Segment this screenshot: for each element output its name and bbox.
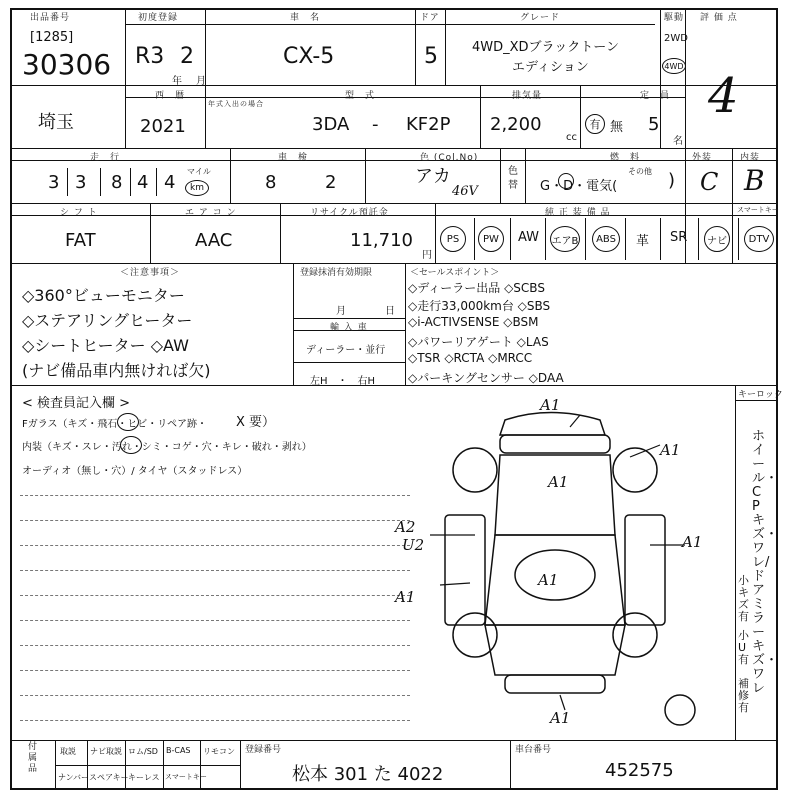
- chassis-number: 452575: [605, 760, 674, 781]
- note-item: ◇ステアリングヒーター: [22, 311, 193, 330]
- inspector-line-1-mark: X 要）: [236, 415, 276, 430]
- first-reg-label: 初度登録: [138, 13, 179, 23]
- note-item: ◇シートヒーター ◇AW: [22, 336, 189, 355]
- first-reg-month: 2: [180, 44, 194, 69]
- flying-stone-circle: [117, 413, 139, 431]
- plate-label: 登録番号: [245, 745, 282, 755]
- keylock-label: キーロック: [738, 390, 783, 400]
- model-year: 2021: [140, 116, 186, 137]
- equip-navi-circled: ナビ: [704, 226, 730, 252]
- type-code: KF2P: [406, 114, 451, 135]
- equip-aw: AW: [518, 230, 540, 245]
- trunk-outline: [485, 625, 625, 675]
- lot-code: [1285]: [30, 30, 74, 45]
- fuel-options: G・D・電気(: [540, 179, 618, 194]
- spare-wheel: [665, 695, 695, 725]
- shift-label: シ フ ト: [60, 208, 98, 218]
- inspector-line-2: 内装（キズ・スレ・汚れ・シミ・コゲ・穴・キレ・破れ・剥れ）: [22, 442, 312, 453]
- stain-circle: [120, 436, 142, 454]
- note-item: ◇360°ビューモニター: [22, 286, 185, 305]
- fuel-other-label: その他: [628, 167, 652, 176]
- color-label: 色 (Col.No): [420, 153, 479, 163]
- mileage-digit: 8: [111, 172, 123, 193]
- reg-day: 日: [385, 306, 395, 317]
- type-label: 型 式: [345, 91, 376, 101]
- recycle-value: 11,710: [350, 230, 413, 251]
- damage-mark: A1: [548, 473, 569, 491]
- type-dash: -: [372, 114, 379, 135]
- lot-number: 30306: [22, 48, 112, 81]
- sales-item: ◇TSR ◇RCTA ◇MRCC: [408, 351, 533, 365]
- year-sub-label: 年式入出の場合: [208, 100, 264, 108]
- accessory-cell: リモコン: [203, 747, 235, 756]
- color-code: 46V: [452, 184, 478, 199]
- damage-mark: A2: [395, 518, 416, 536]
- turbo-no: 無: [610, 120, 624, 135]
- mileage-digit: 3: [75, 172, 87, 193]
- reg-expiry-label: 登録抹消有効期限: [300, 268, 373, 278]
- seats-label: 定 員: [640, 91, 671, 101]
- doors-value: 5: [424, 44, 438, 69]
- equip-dtv-circled: DTV: [744, 226, 774, 252]
- grade-line-2: エディション: [512, 60, 589, 75]
- lot-no-label: 出品番号: [30, 13, 71, 23]
- drive-label: 駆動: [664, 13, 685, 23]
- accessory-cell: ナビ取説: [90, 747, 122, 756]
- inspector-label: < 検査員記入欄 >: [22, 396, 131, 411]
- location: 埼玉: [38, 112, 74, 133]
- inspection-label: 車 検: [278, 153, 309, 163]
- accessories-label: 付属品: [28, 742, 38, 774]
- import-label: 輸 入 車: [330, 323, 368, 333]
- cc-label: 排気量: [512, 91, 543, 101]
- shift-value: FAT: [65, 230, 96, 251]
- damage-mark: A1: [538, 571, 559, 589]
- grade-label: グレード: [520, 13, 561, 23]
- accessory-cell: スペアキー: [89, 773, 129, 782]
- score-value: 4: [708, 68, 739, 124]
- inspector-line-1: Fガラス（キズ・飛石・ヒビ・リペア跡・: [22, 419, 208, 430]
- wheel-rear-left: [453, 613, 497, 657]
- accessory-cell: ナンバー: [58, 773, 90, 782]
- equip-ps-circled: PS: [440, 226, 466, 252]
- mileage-digit: 4: [137, 172, 149, 193]
- fuel-close: ): [668, 170, 676, 191]
- seats-value: 5: [648, 114, 660, 135]
- accessory-cell: スマートキー: [165, 773, 207, 781]
- damage-mark: A1: [682, 533, 703, 551]
- fuel-diesel-circle: [558, 173, 574, 189]
- reg-month: 月: [336, 306, 346, 317]
- grade-line-1: 4WD_XDブラックトーン: [472, 40, 620, 55]
- model-label: 車 名: [290, 13, 321, 23]
- damage-mark: A1: [540, 396, 561, 414]
- rear-bumper-outline: [505, 675, 605, 693]
- mileage-label: 走 行: [90, 153, 121, 163]
- note-item: (ナビ備品車内無ければ欠): [22, 361, 211, 380]
- color-change-label: 色替: [508, 166, 518, 191]
- exterior-label: 外装: [692, 153, 713, 163]
- score-label: 評 価 点: [700, 13, 738, 23]
- equip-pw-circled: PW: [478, 226, 504, 252]
- damage-mark: U2: [402, 536, 425, 554]
- inspection-month: 2: [325, 172, 337, 193]
- sales-item: ◇i-ACTIVSENSE ◇BSM: [408, 315, 539, 329]
- drive-4wd-circled: 4WD: [662, 58, 686, 74]
- equip-sunroof: SR: [670, 230, 688, 245]
- mileage-unit-mile: マイル: [187, 167, 211, 176]
- turbo-yes-circled: 有: [585, 114, 605, 134]
- equip-abs-circled: ABS: [592, 226, 620, 252]
- keyless-label: スマートキー: [737, 206, 779, 214]
- side-note-dent: 小U有: [738, 629, 749, 666]
- interior-grade: B: [744, 164, 765, 197]
- mileage-digit: 3: [48, 172, 60, 193]
- import-value: ディーラー・並行: [306, 345, 386, 356]
- color-value: アカ: [415, 166, 451, 187]
- mileage-digit: 4: [164, 172, 176, 193]
- seats-unit: 名: [673, 136, 683, 147]
- side-note-wheel: ホイール・CPキズ・ワレ/ドアミラーキズ・ワレ: [752, 429, 779, 696]
- left-doors-outline: [445, 515, 485, 625]
- side-note-scratch: 小キズ有: [738, 574, 749, 623]
- hand-drive-value: 左H ・ 右H: [310, 376, 376, 387]
- accessory-cell: キーレス: [128, 773, 160, 782]
- recycle-unit: 円: [422, 250, 432, 261]
- equip-airbag-circled: エアB: [550, 226, 580, 252]
- first-reg-era: R3: [135, 44, 165, 69]
- drive-2wd: 2WD: [664, 33, 688, 44]
- year-mark: 年: [172, 76, 182, 87]
- sales-item: ◇パーキングセンサー ◇DAA: [408, 371, 564, 385]
- wheel-rear-right: [613, 613, 657, 657]
- hood-outline: [495, 455, 615, 535]
- inspection-year: 8: [265, 172, 277, 193]
- fuel-label: 燃 料: [610, 153, 641, 163]
- inspector-line-3: オーディオ（無し・穴）/ タイヤ（スタッドレス）: [22, 466, 248, 477]
- plate-number: 松本 301 た 4022: [292, 764, 444, 785]
- mileage-unit-km-circled: km: [185, 180, 209, 196]
- year-label: 西 暦: [155, 91, 186, 101]
- accessory-cell: ロム/SD: [128, 747, 158, 756]
- equipment-label: 純 正 装 備 品: [545, 208, 611, 218]
- sales-item: ◇パワーリアゲート ◇LAS: [408, 335, 549, 349]
- hood-front-outline: [500, 435, 610, 453]
- accessory-cell: B-CAS: [166, 746, 191, 755]
- damage-mark: A1: [395, 588, 416, 606]
- type-prefix: 3DA: [312, 114, 350, 135]
- front-bumper-outline: [500, 413, 605, 436]
- month-mark: 月: [196, 76, 206, 87]
- sales-item: ◇走行33,000km台 ◇SBS: [408, 299, 551, 313]
- sales-item: ◇ディーラー出品 ◇SCBS: [408, 281, 545, 295]
- side-note-repair: 補修有: [738, 677, 749, 714]
- wheel-front-left: [453, 448, 497, 492]
- damage-mark: A1: [660, 441, 681, 459]
- ac-value: AAC: [195, 230, 233, 251]
- car-damage-diagram: [395, 395, 730, 735]
- cc-value: 2,200: [490, 114, 542, 135]
- chassis-label: 車台番号: [515, 745, 552, 755]
- recycle-label: リサイクル預託金: [310, 208, 389, 218]
- exterior-grade: C: [700, 168, 719, 196]
- damage-mark: A1: [550, 709, 571, 727]
- accessory-cell: 取説: [60, 747, 76, 756]
- doors-label: ドア: [420, 13, 440, 23]
- notes-label: ＜注意事項＞: [120, 268, 181, 278]
- interior-label: 内装: [740, 153, 761, 163]
- right-doors-outline: [625, 515, 665, 625]
- cc-unit: cc: [566, 132, 577, 143]
- equip-leather: 革: [636, 234, 650, 249]
- sales-label: ＜セールスポイント＞: [410, 268, 500, 278]
- model-name: CX-5: [283, 44, 335, 69]
- ac-label: エ ア コ ン: [185, 208, 237, 218]
